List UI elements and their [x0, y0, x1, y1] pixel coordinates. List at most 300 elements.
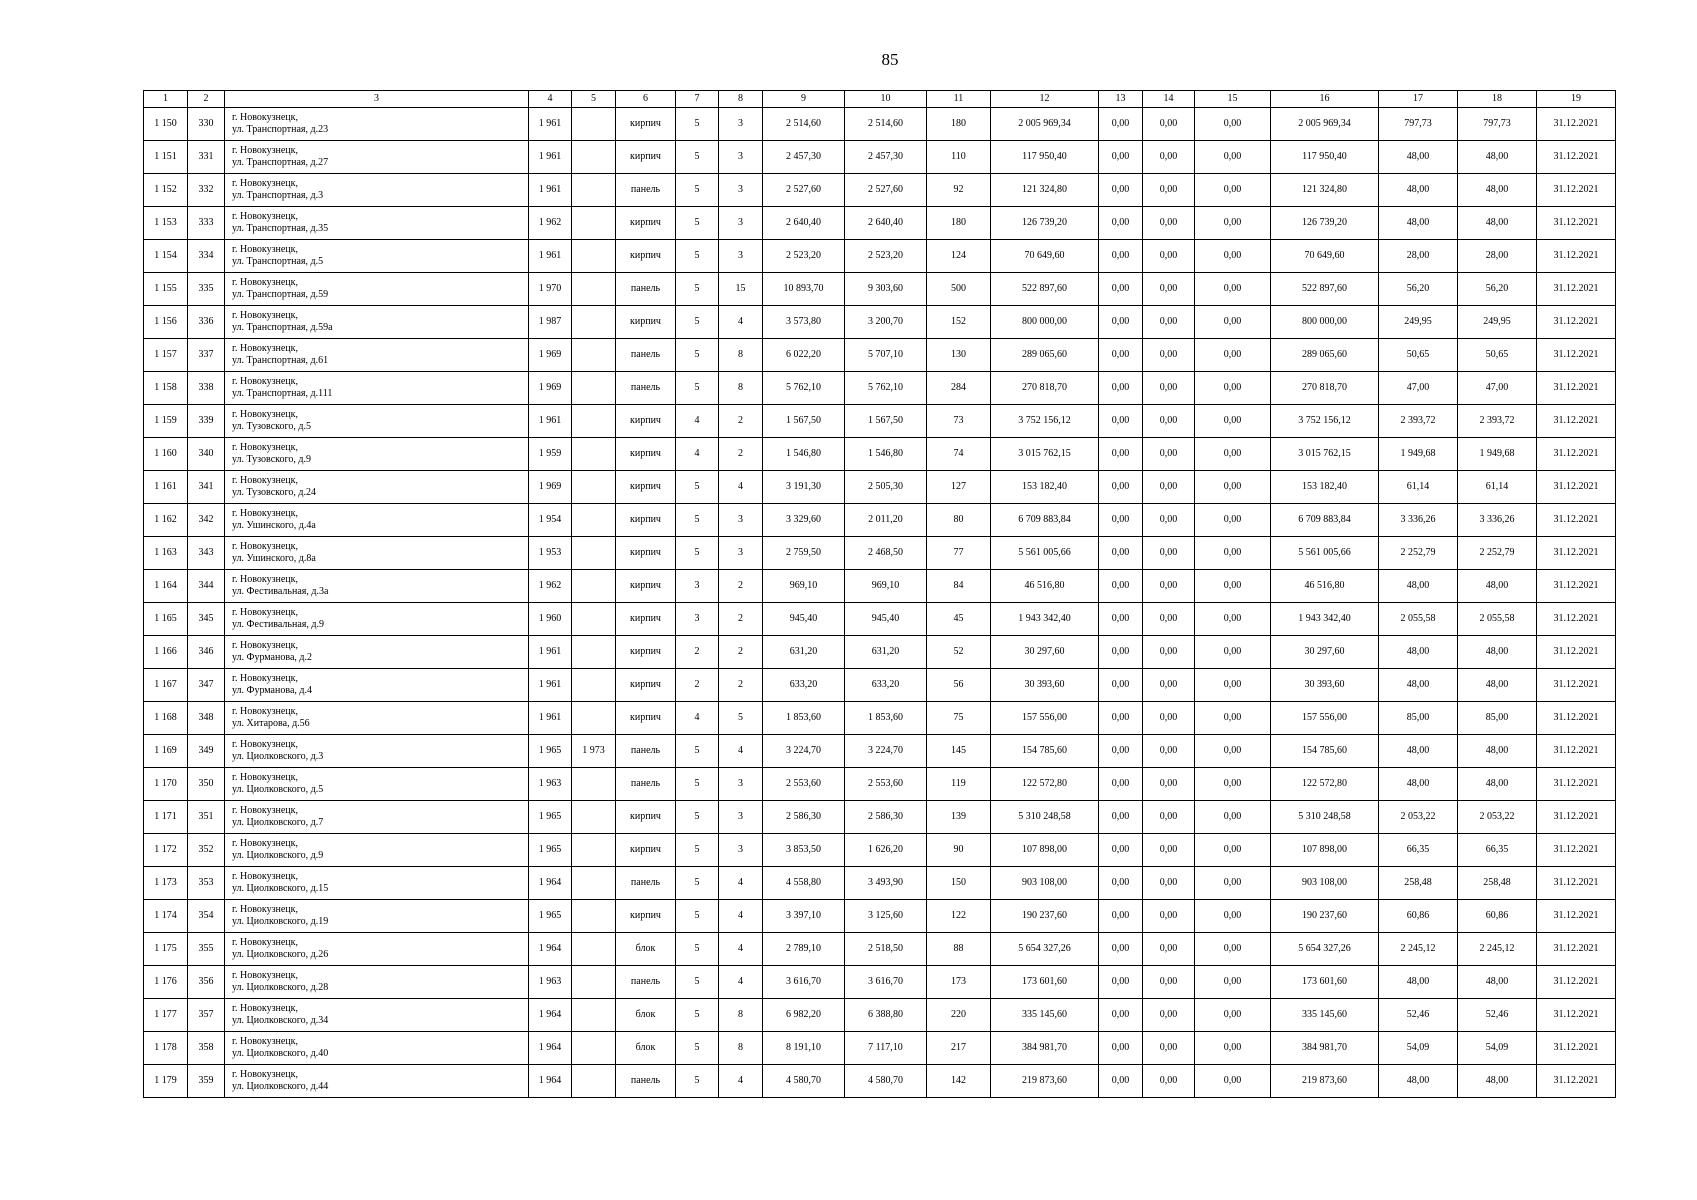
cell-col-8: 2 [719, 636, 763, 669]
cell-col-11: 127 [927, 471, 991, 504]
cell-col-2: 351 [188, 801, 225, 834]
cell-col-12: 800 000,00 [991, 306, 1099, 339]
address-street: ул. Транспортная, д.35 [232, 223, 329, 234]
cell-col-11: 75 [927, 702, 991, 735]
cell-col-11: 152 [927, 306, 991, 339]
cell-address [225, 603, 529, 636]
cell-col-2: 357 [188, 999, 225, 1032]
cell-col-15: 0,00 [1195, 768, 1271, 801]
column-header-18: 18 [1458, 91, 1537, 108]
cell-address [225, 669, 529, 702]
cell-col-6: кирпич [616, 537, 676, 570]
cell-col-12: 5 561 005,66 [991, 537, 1099, 570]
cell-col-19: 31.12.2021 [1537, 933, 1616, 966]
cell-col-4: 1 970 [529, 273, 572, 306]
cell-col-4: 1 969 [529, 471, 572, 504]
cell-col-10: 5 762,10 [845, 372, 927, 405]
cell-col-2: 348 [188, 702, 225, 735]
cell-col-13: 0,00 [1099, 174, 1143, 207]
cell-col-12: 46 516,80 [991, 570, 1099, 603]
cell-col-14: 0,00 [1143, 768, 1195, 801]
cell-col-17: 2 245,12 [1379, 933, 1458, 966]
cell-col-9: 6 982,20 [763, 999, 845, 1032]
cell-col-7: 5 [676, 834, 719, 867]
cell-col-5 [572, 141, 616, 174]
cell-col-10: 3 125,60 [845, 900, 927, 933]
cell-col-15: 0,00 [1195, 504, 1271, 537]
cell-col-1: 1 154 [144, 240, 188, 273]
table-row [144, 405, 1616, 438]
cell-col-2: 333 [188, 207, 225, 240]
cell-col-18: 48,00 [1458, 966, 1537, 999]
cell-col-8: 3 [719, 768, 763, 801]
cell-col-14: 0,00 [1143, 669, 1195, 702]
table-row [144, 1065, 1616, 1098]
cell-col-1: 1 150 [144, 108, 188, 141]
cell-col-19: 31.12.2021 [1537, 669, 1616, 702]
table-row [144, 306, 1616, 339]
column-header-1: 1 [144, 91, 188, 108]
cell-col-19: 31.12.2021 [1537, 1032, 1616, 1065]
cell-col-13: 0,00 [1099, 768, 1143, 801]
cell-address [225, 636, 529, 669]
cell-col-14: 0,00 [1143, 405, 1195, 438]
table-header [144, 91, 1616, 108]
cell-col-17: 2 252,79 [1379, 537, 1458, 570]
cell-col-16: 107 898,00 [1271, 834, 1379, 867]
cell-col-17: 48,00 [1379, 174, 1458, 207]
cell-col-11: 173 [927, 966, 991, 999]
cell-col-11: 45 [927, 603, 991, 636]
cell-col-5 [572, 1065, 616, 1098]
cell-col-7: 2 [676, 636, 719, 669]
cell-col-8: 3 [719, 108, 763, 141]
cell-col-2: 340 [188, 438, 225, 471]
cell-col-13: 0,00 [1099, 306, 1143, 339]
cell-col-15: 0,00 [1195, 471, 1271, 504]
cell-col-15: 0,00 [1195, 900, 1271, 933]
column-header-4: 4 [529, 91, 572, 108]
cell-address [225, 405, 529, 438]
cell-col-18: 54,09 [1458, 1032, 1537, 1065]
cell-col-16: 6 709 883,84 [1271, 504, 1379, 537]
cell-col-13: 0,00 [1099, 999, 1143, 1032]
cell-col-19: 31.12.2021 [1537, 339, 1616, 372]
cell-address [225, 735, 529, 768]
column-header-3: 3 [225, 91, 529, 108]
cell-col-19: 31.12.2021 [1537, 1065, 1616, 1098]
cell-col-2: 358 [188, 1032, 225, 1065]
cell-col-4: 1 961 [529, 669, 572, 702]
cell-address [225, 834, 529, 867]
table-row [144, 900, 1616, 933]
cell-col-9: 10 893,70 [763, 273, 845, 306]
cell-col-10: 2 457,30 [845, 141, 927, 174]
cell-col-9: 3 853,50 [763, 834, 845, 867]
address-city: г. Новокузнецк, [232, 904, 299, 915]
cell-col-16: 122 572,80 [1271, 768, 1379, 801]
cell-col-9: 8 191,10 [763, 1032, 845, 1065]
cell-col-1: 1 162 [144, 504, 188, 537]
cell-col-10: 6 388,80 [845, 999, 927, 1032]
table-row [144, 141, 1616, 174]
cell-col-17: 66,35 [1379, 834, 1458, 867]
address-street: ул. Фестивальная, д.3а [232, 586, 329, 597]
cell-col-11: 122 [927, 900, 991, 933]
cell-address [225, 1065, 529, 1098]
cell-col-8: 3 [719, 504, 763, 537]
cell-col-7: 5 [676, 141, 719, 174]
cell-col-1: 1 171 [144, 801, 188, 834]
cell-col-16: 153 182,40 [1271, 471, 1379, 504]
cell-col-18: 1 949,68 [1458, 438, 1537, 471]
cell-col-11: 110 [927, 141, 991, 174]
cell-col-12: 30 393,60 [991, 669, 1099, 702]
cell-col-9: 3 329,60 [763, 504, 845, 537]
cell-col-19: 31.12.2021 [1537, 702, 1616, 735]
cell-col-11: 88 [927, 933, 991, 966]
cell-col-1: 1 161 [144, 471, 188, 504]
cell-col-2: 343 [188, 537, 225, 570]
cell-col-17: 1 949,68 [1379, 438, 1458, 471]
cell-address [225, 801, 529, 834]
cell-col-17: 50,65 [1379, 339, 1458, 372]
column-header-17: 17 [1379, 91, 1458, 108]
cell-col-16: 5 561 005,66 [1271, 537, 1379, 570]
cell-col-9: 2 514,60 [763, 108, 845, 141]
cell-col-19: 31.12.2021 [1537, 141, 1616, 174]
cell-col-19: 31.12.2021 [1537, 999, 1616, 1032]
cell-col-2: 352 [188, 834, 225, 867]
cell-col-10: 3 200,70 [845, 306, 927, 339]
cell-col-9: 969,10 [763, 570, 845, 603]
cell-col-14: 0,00 [1143, 108, 1195, 141]
cell-col-19: 31.12.2021 [1537, 867, 1616, 900]
cell-col-18: 48,00 [1458, 1065, 1537, 1098]
cell-col-5 [572, 768, 616, 801]
cell-col-5 [572, 339, 616, 372]
cell-col-10: 969,10 [845, 570, 927, 603]
cell-col-13: 0,00 [1099, 108, 1143, 141]
cell-col-18: 797,73 [1458, 108, 1537, 141]
cell-col-1: 1 156 [144, 306, 188, 339]
cell-col-18: 28,00 [1458, 240, 1537, 273]
cell-col-16: 157 556,00 [1271, 702, 1379, 735]
cell-col-4: 1 961 [529, 174, 572, 207]
cell-col-14: 0,00 [1143, 603, 1195, 636]
cell-col-11: 139 [927, 801, 991, 834]
cell-col-4: 1 987 [529, 306, 572, 339]
cell-col-18: 2 252,79 [1458, 537, 1537, 570]
address-city: г. Новокузнецк, [232, 772, 299, 783]
cell-col-16: 121 324,80 [1271, 174, 1379, 207]
cell-col-19: 31.12.2021 [1537, 768, 1616, 801]
cell-col-15: 0,00 [1195, 834, 1271, 867]
table-row [144, 636, 1616, 669]
cell-col-8: 2 [719, 438, 763, 471]
cell-col-7: 5 [676, 768, 719, 801]
cell-col-13: 0,00 [1099, 504, 1143, 537]
cell-col-5 [572, 669, 616, 702]
cell-col-4: 1 964 [529, 867, 572, 900]
cell-col-15: 0,00 [1195, 735, 1271, 768]
cell-col-18: 66,35 [1458, 834, 1537, 867]
address-city: г. Новокузнецк, [232, 442, 299, 453]
cell-col-15: 0,00 [1195, 273, 1271, 306]
cell-col-18: 258,48 [1458, 867, 1537, 900]
cell-col-18: 2 245,12 [1458, 933, 1537, 966]
table-row [144, 471, 1616, 504]
column-header-9: 9 [763, 91, 845, 108]
table-row [144, 570, 1616, 603]
cell-col-2: 356 [188, 966, 225, 999]
cell-col-18: 2 055,58 [1458, 603, 1537, 636]
address-street: ул. Транспортная, д.5 [232, 256, 324, 267]
cell-col-6: блок [616, 933, 676, 966]
cell-col-19: 31.12.2021 [1537, 438, 1616, 471]
cell-col-1: 1 163 [144, 537, 188, 570]
cell-col-7: 5 [676, 504, 719, 537]
cell-address [225, 372, 529, 405]
cell-col-7: 5 [676, 537, 719, 570]
cell-col-7: 5 [676, 471, 719, 504]
cell-col-12: 190 237,60 [991, 900, 1099, 933]
cell-address [225, 471, 529, 504]
address-street: ул. Циолковского, д.5 [232, 784, 324, 795]
cell-col-6: кирпич [616, 141, 676, 174]
cell-col-5 [572, 537, 616, 570]
cell-address [225, 273, 529, 306]
cell-col-5 [572, 966, 616, 999]
address-street: ул. Транспортная, д.61 [232, 355, 329, 366]
cell-col-16: 270 818,70 [1271, 372, 1379, 405]
cell-col-19: 31.12.2021 [1537, 372, 1616, 405]
cell-col-19: 31.12.2021 [1537, 603, 1616, 636]
cell-col-2: 355 [188, 933, 225, 966]
cell-col-8: 2 [719, 603, 763, 636]
cell-col-12: 1 943 342,40 [991, 603, 1099, 636]
cell-col-6: кирпич [616, 636, 676, 669]
cell-col-11: 56 [927, 669, 991, 702]
cell-col-16: 30 393,60 [1271, 669, 1379, 702]
cell-col-5 [572, 306, 616, 339]
cell-col-12: 157 556,00 [991, 702, 1099, 735]
address-city: г. Новокузнецк, [232, 475, 299, 486]
cell-col-14: 0,00 [1143, 339, 1195, 372]
column-header-12: 12 [991, 91, 1099, 108]
cell-col-19: 31.12.2021 [1537, 471, 1616, 504]
cell-col-7: 2 [676, 669, 719, 702]
cell-col-9: 1 853,60 [763, 702, 845, 735]
cell-col-9: 945,40 [763, 603, 845, 636]
cell-col-14: 0,00 [1143, 273, 1195, 306]
address-street: ул. Ушинского, д.8а [232, 553, 316, 564]
cell-col-15: 0,00 [1195, 999, 1271, 1032]
cell-col-8: 4 [719, 933, 763, 966]
cell-col-18: 2 393,72 [1458, 405, 1537, 438]
cell-col-16: 3 752 156,12 [1271, 405, 1379, 438]
cell-col-1: 1 174 [144, 900, 188, 933]
cell-col-11: 92 [927, 174, 991, 207]
cell-col-7: 5 [676, 900, 719, 933]
cell-col-14: 0,00 [1143, 999, 1195, 1032]
cell-col-18: 48,00 [1458, 768, 1537, 801]
address-city: г. Новокузнецк, [232, 145, 299, 156]
cell-col-16: 3 015 762,15 [1271, 438, 1379, 471]
cell-col-7: 3 [676, 570, 719, 603]
cell-col-11: 217 [927, 1032, 991, 1065]
cell-col-14: 0,00 [1143, 966, 1195, 999]
cell-col-12: 5 654 327,26 [991, 933, 1099, 966]
cell-col-9: 633,20 [763, 669, 845, 702]
cell-col-17: 61,14 [1379, 471, 1458, 504]
cell-col-5 [572, 405, 616, 438]
cell-col-7: 4 [676, 702, 719, 735]
table-row [144, 867, 1616, 900]
cell-address [225, 537, 529, 570]
cell-col-9: 3 397,10 [763, 900, 845, 933]
cell-col-5 [572, 933, 616, 966]
cell-col-9: 4 580,70 [763, 1065, 845, 1098]
cell-col-8: 2 [719, 669, 763, 702]
cell-col-8: 4 [719, 867, 763, 900]
cell-col-9: 2 457,30 [763, 141, 845, 174]
cell-col-11: 90 [927, 834, 991, 867]
cell-col-10: 2 505,30 [845, 471, 927, 504]
cell-col-19: 31.12.2021 [1537, 240, 1616, 273]
cell-col-15: 0,00 [1195, 933, 1271, 966]
address-city: г. Новокузнецк, [232, 211, 299, 222]
cell-address [225, 438, 529, 471]
cell-col-14: 0,00 [1143, 240, 1195, 273]
cell-col-9: 3 573,80 [763, 306, 845, 339]
address-street: ул. Транспортная, д.23 [232, 124, 329, 135]
address-city: г. Новокузнецк, [232, 937, 299, 948]
table-row [144, 273, 1616, 306]
cell-col-4: 1 963 [529, 966, 572, 999]
cell-col-9: 2 553,60 [763, 768, 845, 801]
cell-col-18: 85,00 [1458, 702, 1537, 735]
cell-col-10: 2 011,20 [845, 504, 927, 537]
cell-col-15: 0,00 [1195, 240, 1271, 273]
cell-col-6: панель [616, 372, 676, 405]
address-city: г. Новокузнецк, [232, 508, 299, 519]
page-number: 85 [881, 50, 899, 69]
cell-address [225, 702, 529, 735]
column-header-7: 7 [676, 91, 719, 108]
table-row [144, 372, 1616, 405]
cell-col-1: 1 176 [144, 966, 188, 999]
cell-col-10: 3 493,90 [845, 867, 927, 900]
cell-col-15: 0,00 [1195, 669, 1271, 702]
cell-col-15: 0,00 [1195, 570, 1271, 603]
cell-col-18: 48,00 [1458, 570, 1537, 603]
column-header-19: 19 [1537, 91, 1616, 108]
cell-col-6: панель [616, 174, 676, 207]
cell-address [225, 933, 529, 966]
cell-col-11: 80 [927, 504, 991, 537]
cell-col-19: 31.12.2021 [1537, 207, 1616, 240]
cell-col-2: 342 [188, 504, 225, 537]
cell-col-10: 1 853,60 [845, 702, 927, 735]
cell-col-5 [572, 702, 616, 735]
cell-col-18: 48,00 [1458, 669, 1537, 702]
address-city: г. Новокузнецк, [232, 409, 299, 420]
cell-col-5: 1 973 [572, 735, 616, 768]
cell-col-13: 0,00 [1099, 834, 1143, 867]
cell-col-2: 330 [188, 108, 225, 141]
cell-col-2: 336 [188, 306, 225, 339]
cell-col-9: 3 191,30 [763, 471, 845, 504]
cell-col-7: 5 [676, 174, 719, 207]
cell-col-10: 2 468,50 [845, 537, 927, 570]
table-row [144, 339, 1616, 372]
cell-col-11: 77 [927, 537, 991, 570]
address-city: г. Новокузнецк, [232, 244, 299, 255]
column-header-14: 14 [1143, 91, 1195, 108]
cell-col-6: кирпич [616, 603, 676, 636]
cell-col-11: 220 [927, 999, 991, 1032]
cell-col-10: 5 707,10 [845, 339, 927, 372]
cell-address [225, 108, 529, 141]
cell-col-12: 154 785,60 [991, 735, 1099, 768]
cell-col-8: 3 [719, 834, 763, 867]
cell-col-15: 0,00 [1195, 108, 1271, 141]
cell-col-17: 48,00 [1379, 636, 1458, 669]
cell-col-5 [572, 834, 616, 867]
cell-col-15: 0,00 [1195, 207, 1271, 240]
cell-col-12: 30 297,60 [991, 636, 1099, 669]
cell-col-19: 31.12.2021 [1537, 570, 1616, 603]
cell-col-2: 334 [188, 240, 225, 273]
cell-col-9: 2 523,20 [763, 240, 845, 273]
cell-col-1: 1 160 [144, 438, 188, 471]
table-row [144, 834, 1616, 867]
cell-col-15: 0,00 [1195, 636, 1271, 669]
cell-col-4: 1 960 [529, 603, 572, 636]
cell-col-14: 0,00 [1143, 735, 1195, 768]
address-street: ул. Транспортная, д.27 [232, 157, 329, 168]
address-city: г. Новокузнецк, [232, 607, 299, 618]
cell-col-7: 5 [676, 933, 719, 966]
cell-col-16: 126 739,20 [1271, 207, 1379, 240]
table-row [144, 240, 1616, 273]
address-street: ул. Тузовского, д.9 [232, 454, 311, 465]
cell-col-17: 48,00 [1379, 570, 1458, 603]
cell-col-9: 1 567,50 [763, 405, 845, 438]
cell-col-17: 258,48 [1379, 867, 1458, 900]
cell-col-17: 48,00 [1379, 141, 1458, 174]
cell-col-12: 6 709 883,84 [991, 504, 1099, 537]
cell-col-5 [572, 999, 616, 1032]
address-street: ул. Циолковского, д.44 [232, 1081, 329, 1092]
cell-col-10: 633,20 [845, 669, 927, 702]
cell-col-11: 284 [927, 372, 991, 405]
cell-col-5 [572, 438, 616, 471]
cell-col-19: 31.12.2021 [1537, 273, 1616, 306]
cell-address [225, 141, 529, 174]
cell-col-10: 2 640,40 [845, 207, 927, 240]
address-street: ул. Циолковского, д.3 [232, 751, 324, 762]
cell-col-12: 903 108,00 [991, 867, 1099, 900]
cell-col-4: 1 964 [529, 933, 572, 966]
table-row [144, 999, 1616, 1032]
cell-col-4: 1 961 [529, 702, 572, 735]
cell-col-17: 48,00 [1379, 768, 1458, 801]
cell-col-6: панель [616, 1065, 676, 1098]
cell-col-7: 5 [676, 867, 719, 900]
column-number-row [144, 91, 1616, 108]
